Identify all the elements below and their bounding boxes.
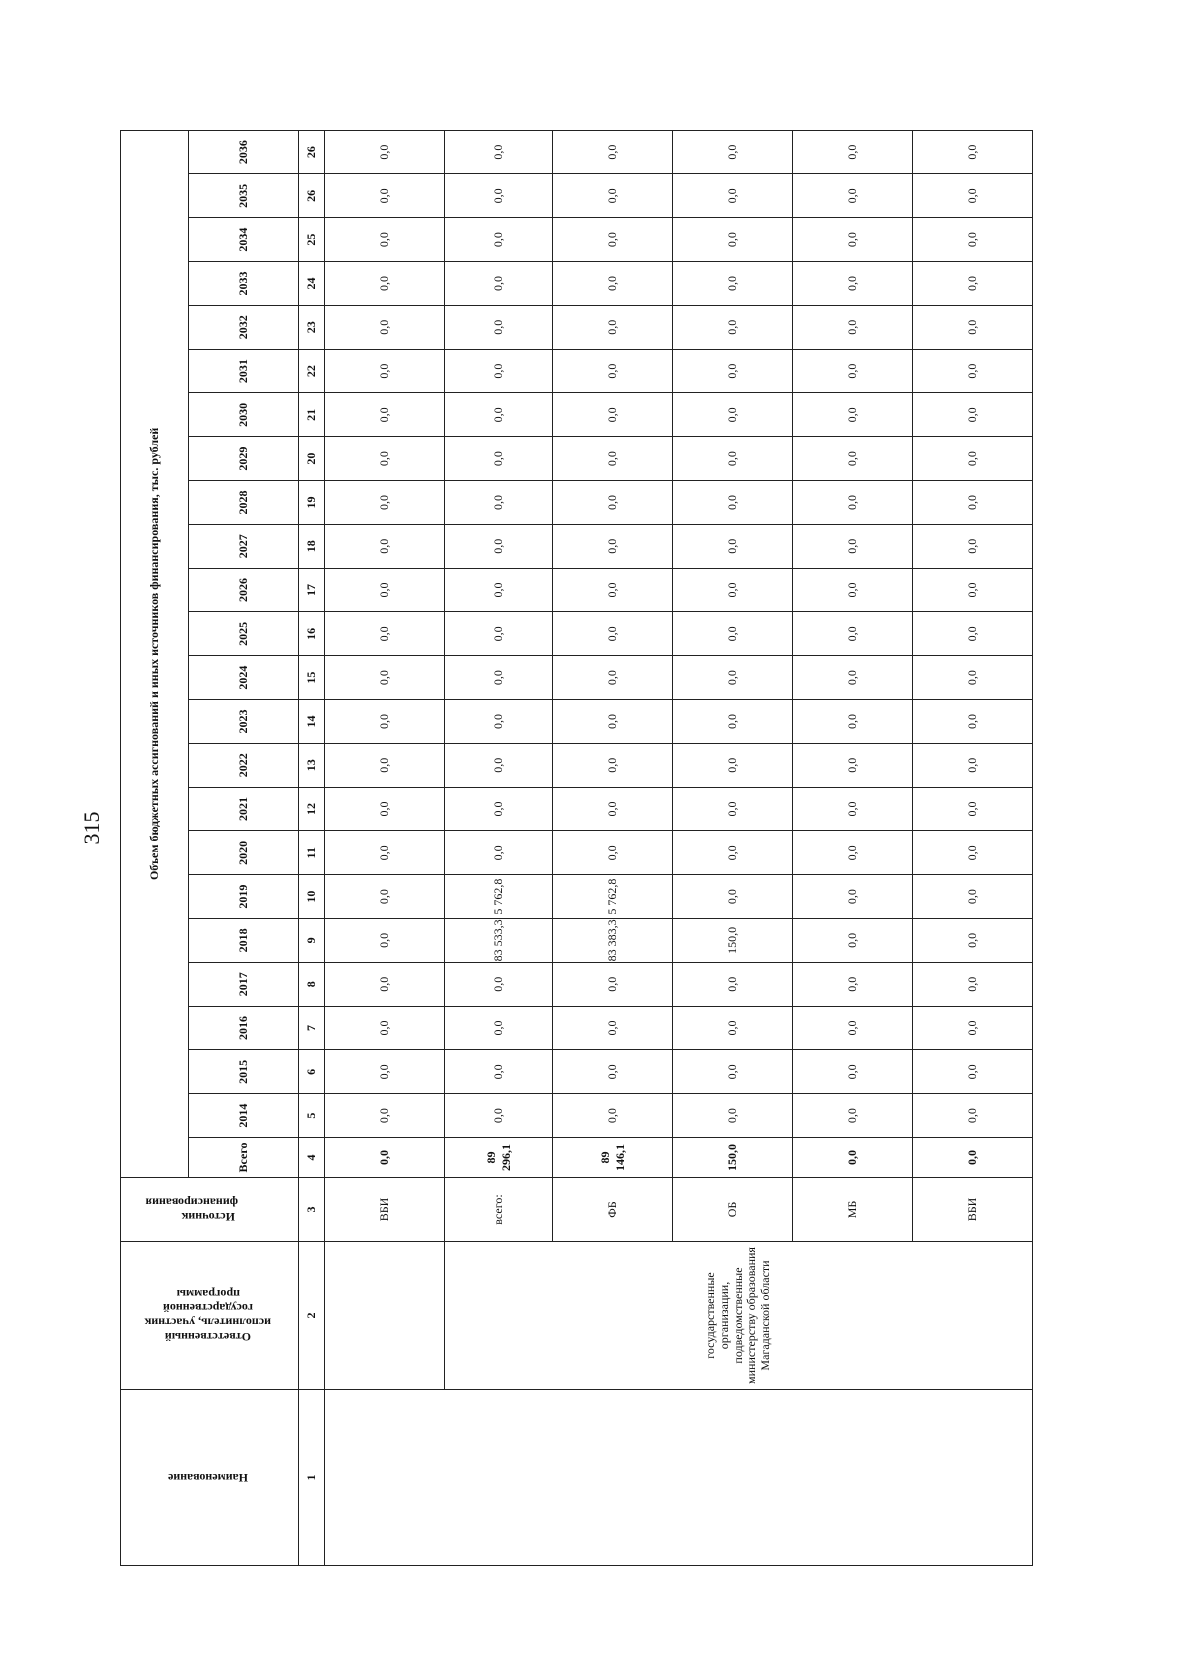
- header-year: 2023: [189, 700, 299, 744]
- cell-value: 0,0: [793, 612, 913, 656]
- cell-value: 0,0: [673, 743, 793, 787]
- cell-value: 0,0: [793, 218, 913, 262]
- cell-value: 0,0: [325, 305, 445, 349]
- column-number: 26: [299, 130, 325, 174]
- cell-value: 0,0: [325, 700, 445, 744]
- cell-value: 0,0: [793, 1006, 913, 1050]
- cell-value: 0,0: [913, 1006, 1033, 1050]
- cell-value: 0,0: [445, 1094, 553, 1138]
- header-year: 2029: [189, 437, 299, 481]
- cell-total: 0,0: [793, 1138, 913, 1178]
- header-year: 2016: [189, 1006, 299, 1050]
- table-row: [325, 130, 445, 1565]
- cell-value: 0,0: [445, 349, 553, 393]
- column-number: 7: [299, 1006, 325, 1050]
- column-number: 10: [299, 875, 325, 919]
- cell-value: 0,0: [913, 262, 1033, 306]
- cell-value: 0,0: [553, 524, 673, 568]
- cell-value: 0,0: [913, 656, 1033, 700]
- cell-value: 0,0: [793, 787, 913, 831]
- cell-source: ВБИ: [913, 1178, 1033, 1242]
- cell-value: 0,0: [913, 1094, 1033, 1138]
- cell-value: 0,0: [793, 393, 913, 437]
- cell-value: 0,0: [913, 305, 1033, 349]
- budget-table: [120, 130, 1033, 1566]
- cell-value: 0,0: [553, 481, 673, 525]
- header-year: 2031: [189, 349, 299, 393]
- cell-total: 89 296,1: [445, 1138, 553, 1178]
- cell-value: 0,0: [913, 393, 1033, 437]
- header-year: 2025: [189, 612, 299, 656]
- cell-value: 0,0: [913, 130, 1033, 174]
- cell-value: 0,0: [673, 875, 793, 919]
- column-number: 1: [299, 1390, 325, 1566]
- cell-value: 0,0: [553, 393, 673, 437]
- cell-value: 0,0: [913, 787, 1033, 831]
- cell-value: 0,0: [793, 656, 913, 700]
- column-number: 15: [299, 656, 325, 700]
- cell-value: 0,0: [793, 524, 913, 568]
- header-year: 2018: [189, 919, 299, 963]
- cell-value: 0,0: [445, 305, 553, 349]
- cell-value: 0,0: [673, 305, 793, 349]
- cell-participant: государственные организации, подведомственные министерству образования Магаданской области: [445, 1242, 1033, 1390]
- cell-value: 0,0: [913, 700, 1033, 744]
- header-year: 2022: [189, 743, 299, 787]
- column-number: 13: [299, 743, 325, 787]
- cell-value: 150,0: [673, 919, 793, 963]
- cell-source: ФБ: [553, 1178, 673, 1242]
- cell-value: 0,0: [793, 919, 913, 963]
- cell-value: 0,0: [913, 743, 1033, 787]
- cell-value: 0,0: [793, 481, 913, 525]
- cell-value: 0,0: [553, 568, 673, 612]
- header-year: 2026: [189, 568, 299, 612]
- cell-value: 0,0: [325, 130, 445, 174]
- cell-value: 0,0: [325, 831, 445, 875]
- cell-source: МБ: [793, 1178, 913, 1242]
- cell-value: 0,0: [325, 393, 445, 437]
- cell-value: 0,0: [673, 568, 793, 612]
- column-number: 20: [299, 437, 325, 481]
- cell-value: 0,0: [325, 919, 445, 963]
- cell-value: 0,0: [673, 174, 793, 218]
- cell-value: 0,0: [553, 700, 673, 744]
- cell-value: 0,0: [913, 875, 1033, 919]
- header-volume: Объем бюджетных ассигнований и иных источников финансирования, тыс. рублей: [121, 130, 189, 1177]
- cell-value: 0,0: [673, 1094, 793, 1138]
- cell-value: 0,0: [913, 349, 1033, 393]
- header-year: 2024: [189, 656, 299, 700]
- header-year: 2036: [189, 130, 299, 174]
- cell-value: 0,0: [673, 831, 793, 875]
- header-year: 2028: [189, 481, 299, 525]
- column-number: 26: [299, 174, 325, 218]
- header-year: 2021: [189, 787, 299, 831]
- cell-value: 0,0: [325, 218, 445, 262]
- cell-value: 0,0: [325, 1006, 445, 1050]
- cell-value: 0,0: [913, 437, 1033, 481]
- cell-value: 0,0: [445, 743, 553, 787]
- cell-value: 0,0: [553, 262, 673, 306]
- cell-value: 0,0: [445, 174, 553, 218]
- header-year: 2033: [189, 262, 299, 306]
- header-year: 2035: [189, 174, 299, 218]
- cell-value: 0,0: [793, 349, 913, 393]
- cell-value: 0,0: [553, 437, 673, 481]
- cell-value: 0,0: [325, 262, 445, 306]
- header-year: 2032: [189, 305, 299, 349]
- table-row: [445, 130, 553, 1565]
- cell-value: 0,0: [673, 130, 793, 174]
- cell-value: 0,0: [553, 612, 673, 656]
- cell-value: 0,0: [913, 218, 1033, 262]
- cell-value: 0,0: [325, 787, 445, 831]
- cell-value: 0,0: [553, 305, 673, 349]
- cell-value: 0,0: [553, 218, 673, 262]
- cell-executor-empty: [325, 1242, 445, 1390]
- cell-value: 0,0: [325, 612, 445, 656]
- cell-value: 0,0: [445, 700, 553, 744]
- cell-value: 0,0: [445, 612, 553, 656]
- cell-value: 0,0: [325, 875, 445, 919]
- cell-source: ОБ: [673, 1178, 793, 1242]
- header-year: 2027: [189, 524, 299, 568]
- cell-value: 0,0: [793, 568, 913, 612]
- cell-value: 0,0: [325, 962, 445, 1006]
- header-executor: Ответственный исполнитель, участник государственной программы: [121, 1242, 299, 1390]
- cell-value: 0,0: [445, 568, 553, 612]
- header-source: Источник финансирования: [121, 1178, 299, 1242]
- column-number: 12: [299, 787, 325, 831]
- cell-value: 0,0: [325, 743, 445, 787]
- column-number: 19: [299, 481, 325, 525]
- cell-value: 0,0: [673, 524, 793, 568]
- cell-value: 0,0: [913, 174, 1033, 218]
- cell-value: 0,0: [793, 437, 913, 481]
- column-number: 5: [299, 1094, 325, 1138]
- cell-value: 0,0: [445, 831, 553, 875]
- cell-value: 0,0: [793, 174, 913, 218]
- cell-value: 0,0: [553, 743, 673, 787]
- cell-value: 0,0: [553, 1006, 673, 1050]
- cell-value: 0,0: [913, 1050, 1033, 1094]
- column-number: 22: [299, 349, 325, 393]
- column-number: 25: [299, 218, 325, 262]
- cell-total: 0,0: [325, 1138, 445, 1178]
- header-year: 2034: [189, 218, 299, 262]
- cell-value: 0,0: [445, 437, 553, 481]
- cell-name: [325, 1390, 1033, 1566]
- cell-value: 0,0: [325, 1094, 445, 1138]
- cell-value: 0,0: [913, 919, 1033, 963]
- budget-table-container: [120, 130, 1028, 1566]
- column-number: 4: [299, 1138, 325, 1178]
- cell-value: 0,0: [793, 305, 913, 349]
- column-number: 8: [299, 962, 325, 1006]
- column-number: 2: [299, 1242, 325, 1390]
- cell-value: 0,0: [445, 218, 553, 262]
- cell-value: 0,0: [793, 130, 913, 174]
- cell-value: 0,0: [793, 1050, 913, 1094]
- header-year: 2019: [189, 875, 299, 919]
- cell-value: 0,0: [325, 1050, 445, 1094]
- cell-value: 0,0: [673, 218, 793, 262]
- cell-value: 0,0: [325, 174, 445, 218]
- cell-value: 0,0: [913, 831, 1033, 875]
- column-number: 18: [299, 524, 325, 568]
- cell-value: 0,0: [673, 700, 793, 744]
- column-number: 23: [299, 305, 325, 349]
- cell-value: 5 762,8: [445, 875, 553, 919]
- page-number: 315: [79, 811, 104, 845]
- column-number: 21: [299, 393, 325, 437]
- cell-source: всего:: [445, 1178, 553, 1242]
- header-year: 2030: [189, 393, 299, 437]
- cell-value: 0,0: [553, 1094, 673, 1138]
- cell-value: 0,0: [673, 787, 793, 831]
- cell-value: 0,0: [913, 612, 1033, 656]
- column-number: 16: [299, 612, 325, 656]
- column-number: 3: [299, 1178, 325, 1242]
- cell-value: 0,0: [445, 130, 553, 174]
- cell-value: 0,0: [553, 130, 673, 174]
- cell-value: 0,0: [673, 262, 793, 306]
- cell-value: 0,0: [445, 481, 553, 525]
- header-year: 2015: [189, 1050, 299, 1094]
- cell-value: 0,0: [445, 1006, 553, 1050]
- cell-value: 0,0: [553, 831, 673, 875]
- cell-value: 0,0: [445, 393, 553, 437]
- cell-value: 0,0: [913, 481, 1033, 525]
- cell-value: 0,0: [325, 524, 445, 568]
- header-year: 2017: [189, 962, 299, 1006]
- cell-value: 0,0: [325, 349, 445, 393]
- cell-source: ВБИ: [325, 1178, 445, 1242]
- cell-value: 5 762,8: [553, 875, 673, 919]
- header-year: 2020: [189, 831, 299, 875]
- cell-value: 0,0: [445, 524, 553, 568]
- cell-value: 0,0: [673, 962, 793, 1006]
- cell-value: 0,0: [553, 349, 673, 393]
- cell-value: 0,0: [793, 743, 913, 787]
- cell-value: 0,0: [445, 787, 553, 831]
- cell-value: 0,0: [673, 656, 793, 700]
- cell-value: 0,0: [553, 962, 673, 1006]
- header-year: 2014: [189, 1094, 299, 1138]
- cell-value: 0,0: [553, 656, 673, 700]
- cell-value: 0,0: [793, 1094, 913, 1138]
- column-number: 17: [299, 568, 325, 612]
- cell-value: 0,0: [793, 962, 913, 1006]
- column-number: 24: [299, 262, 325, 306]
- column-number: 6: [299, 1050, 325, 1094]
- cell-value: 0,0: [793, 831, 913, 875]
- header-total: Всего: [189, 1138, 299, 1178]
- cell-value: 0,0: [673, 437, 793, 481]
- cell-value: 0,0: [793, 262, 913, 306]
- cell-value: 0,0: [673, 1050, 793, 1094]
- cell-value: 0,0: [793, 700, 913, 744]
- cell-value: 0,0: [553, 787, 673, 831]
- cell-value: 0,0: [673, 349, 793, 393]
- column-number: 11: [299, 831, 325, 875]
- cell-total: 89 146,1: [553, 1138, 673, 1178]
- cell-value: 0,0: [325, 481, 445, 525]
- cell-value: 0,0: [553, 1050, 673, 1094]
- cell-value: 0,0: [673, 612, 793, 656]
- cell-value: 0,0: [913, 524, 1033, 568]
- cell-value: 0,0: [913, 568, 1033, 612]
- cell-total: 150,0: [673, 1138, 793, 1178]
- cell-value: 83 533,3: [445, 919, 553, 963]
- cell-value: 83 383,3: [553, 919, 673, 963]
- cell-value: 0,0: [913, 962, 1033, 1006]
- cell-value: 0,0: [325, 437, 445, 481]
- column-number: 9: [299, 919, 325, 963]
- cell-value: 0,0: [553, 174, 673, 218]
- header-name: Наименование: [121, 1390, 299, 1566]
- cell-value: 0,0: [673, 481, 793, 525]
- column-number: 14: [299, 700, 325, 744]
- cell-value: 0,0: [445, 262, 553, 306]
- cell-value: 0,0: [793, 875, 913, 919]
- cell-total: 0,0: [913, 1138, 1033, 1178]
- cell-value: 0,0: [445, 656, 553, 700]
- cell-value: 0,0: [325, 568, 445, 612]
- cell-value: 0,0: [673, 1006, 793, 1050]
- cell-value: 0,0: [445, 962, 553, 1006]
- cell-value: 0,0: [445, 1050, 553, 1094]
- cell-value: 0,0: [325, 656, 445, 700]
- cell-value: 0,0: [673, 393, 793, 437]
